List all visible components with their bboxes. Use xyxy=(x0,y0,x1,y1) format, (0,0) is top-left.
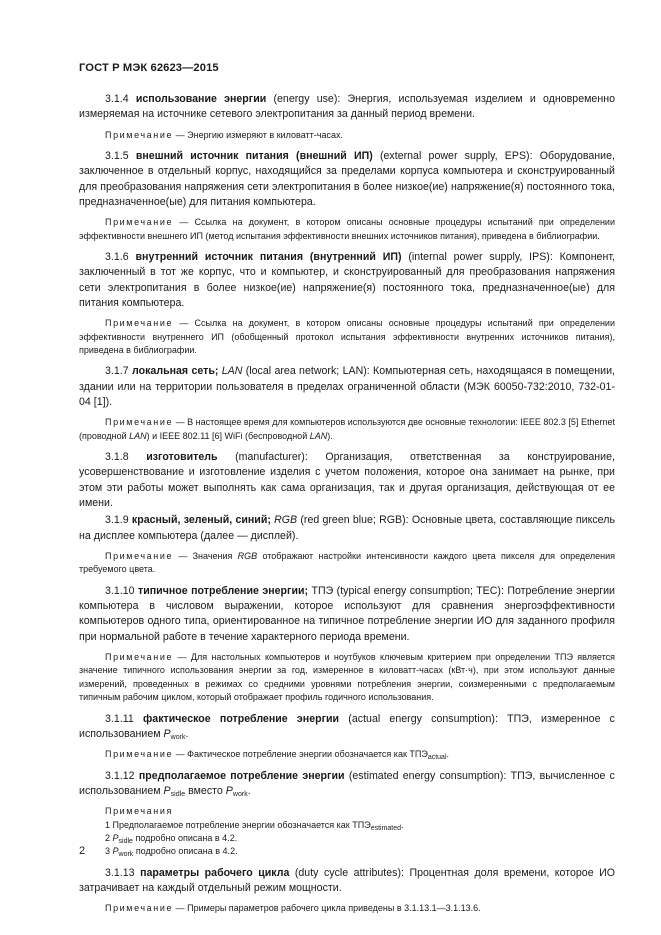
term: локальная сеть; xyxy=(131,365,219,378)
note-3-1-6 xyxy=(79,317,615,357)
symbol-subscript: work xyxy=(170,733,186,741)
note-number: 2 xyxy=(105,832,113,843)
definition-text: . xyxy=(247,784,251,797)
note-3-1-13 xyxy=(79,902,615,915)
note-text: подробно описана в 4.2. xyxy=(133,846,238,857)
note-text: подробно описана в 4.2. xyxy=(132,832,238,843)
symbol: P xyxy=(112,846,119,857)
definition-text: (external power supply, EPS): Оборудование, заключенное в отдельный корпус, находящийся за пределами корпуса компьютера и сконструированный для преобразования напряжения сети электропитания в более низкое(ие) напряжение(я) постоянного тока, предназначенное(ые) для питания компьютера. xyxy=(79,150,615,208)
definition-3-1-13 xyxy=(79,866,615,897)
term-abbreviation: LAN xyxy=(221,365,243,378)
definition-text: ТПЭ (typical energy consumption; TEC): Потребление энергии компьютера в числовом выражении, которое используют для сравнения энергоэффективности компьютеров одного типа, ориентированное на типичное потребление энергии ИО для заданного профиля при нормальной работе в течение характерного периода времени. xyxy=(79,584,615,643)
symbol: P xyxy=(163,727,171,740)
definition-text: (duty cycle attributes): Процентная доля времени, которое ИО затрачивает на каждый отдельный режим мощности. xyxy=(79,866,615,895)
note-number: 3 xyxy=(105,846,113,857)
clause-number: 3.1.10 xyxy=(105,584,135,597)
definition-3-1-9 xyxy=(79,513,615,544)
note-label: Примечание xyxy=(105,749,174,760)
symbol-subscript: sidle xyxy=(170,790,186,798)
symbol-subscript: actual xyxy=(427,754,447,762)
note-3-1-9 xyxy=(79,550,615,577)
notes-heading xyxy=(79,805,615,818)
clause-number: 3.1.6 xyxy=(105,251,129,263)
note-text: Для настольных компьютеров и ноутбуков ключевым критерием при определении ТПЭ является значение типичного использования энергии за год, измеренное в киловатт-часах (кВт·ч), при этом используют данные измерений, проведенных в режимах со средними уровнями потребления энергии, соизмеренными с предполагаемым типичным рабочим циклом, который отображает профиль годичного использования. xyxy=(79,651,615,703)
note-text: ) и IEEE 802.11 [6] WiFi (беспроводной xyxy=(146,430,310,441)
symbol-subscript: work xyxy=(118,851,134,859)
definition-text: (manufacturer): Организация, ответственная за конструирование, усовершенствование и изготовление изделия с учетом положения, которое она занимает на рынке, при этом эти работы может выполнять как сама организация, так и другая организация, действующая от ее имени. xyxy=(79,451,615,509)
term: внутренний источник питания (внутренний ИП) xyxy=(135,251,402,263)
clause-number: 3.1.8 xyxy=(105,451,129,464)
note-italic: RGB xyxy=(237,550,258,561)
term-abbreviation: RGB xyxy=(274,514,298,527)
definition-3-1-11 xyxy=(79,712,615,743)
note-dash: — xyxy=(175,129,185,140)
note-text: В настоящее время для компьютеров используются две основные технологии: IEEE 802.3 [5] Ethernet (проводной xyxy=(79,417,615,441)
notes-label: Примечания xyxy=(105,806,173,817)
note-text: ). xyxy=(327,430,333,441)
definition-3-1-4 xyxy=(79,92,615,123)
note-italic: LAN xyxy=(129,430,147,441)
note-item xyxy=(79,819,615,832)
term: параметры рабочего цикла xyxy=(140,866,290,879)
definition-text: (red green blue; RGB): Основные цвета, составляющие пиксель на дисплее компьютера (далее — дисплей). xyxy=(79,514,615,542)
symbol-subscript: estimated xyxy=(370,824,402,832)
note-text: отображают настройки интенсивности каждого цвета пикселя для определения требуемого цвета. xyxy=(79,550,615,575)
page-number: 2 xyxy=(79,845,86,857)
note-dash: — xyxy=(177,651,187,662)
term: красный, зеленый, синий; xyxy=(131,514,271,527)
definition-text: (estimated energy consumption): ТПЭ, вычисленное с использованием xyxy=(79,769,616,797)
definition-3-1-5 xyxy=(79,149,615,210)
definition-text: (actual energy consumption): ТПЭ, измеренное с использованием xyxy=(79,712,615,740)
clause-number: 3.1.5 xyxy=(105,150,129,162)
note-label: Примечание xyxy=(105,651,174,662)
note-text: Значения xyxy=(192,550,238,561)
note-text: Фактическое потребление энергии обозначается как ТПЭ xyxy=(187,749,428,760)
definition-text: . xyxy=(185,727,189,740)
note-dash: — xyxy=(179,318,189,329)
note-3-1-7 xyxy=(79,416,615,443)
term: фактическое потребление энергии xyxy=(143,712,340,725)
clause-number: 3.1.9 xyxy=(105,514,129,527)
definition-3-1-6 xyxy=(79,250,615,311)
note-label: Примечание xyxy=(105,217,174,228)
term: типичное потребление энергии; xyxy=(138,584,309,597)
term: использование энергии xyxy=(135,93,267,105)
note-dash: — xyxy=(175,749,185,760)
definition-text: (local area network; LAN): Компьютерная сеть, находящаяся в помещении, здании или на территории пользователя в пределах ограниченной области (МЭК 60050-732:2010, 732-01-04 [1]). xyxy=(79,365,615,408)
note-label: Примечание xyxy=(105,318,174,329)
document-body xyxy=(79,92,615,923)
note-dash: — xyxy=(175,417,185,428)
definition-text: вместо xyxy=(185,784,226,797)
note-text: Ссылка на документ, в котором описаны основные процедуры испытаний при определении эффективности внутреннего ИП (обобщенный протокол испытания эффективности внутренних источников питания), приведена в библиографии. xyxy=(79,318,615,355)
note-dash: — xyxy=(179,217,189,228)
clause-number: 3.1.4 xyxy=(105,93,129,105)
symbol: P xyxy=(163,784,171,797)
note-label: Примечание xyxy=(105,550,174,561)
note-label: Примечание xyxy=(105,903,174,914)
note-text: . xyxy=(446,749,450,760)
term: изготовитель xyxy=(146,451,218,464)
symbol-subscript: work xyxy=(232,790,248,798)
note-italic: LAN xyxy=(309,430,328,441)
clause-number: 3.1.7 xyxy=(105,365,129,378)
term: внешний источник питания (внешний ИП) xyxy=(135,150,373,162)
note-item xyxy=(79,845,615,858)
definition-3-1-7 xyxy=(79,364,615,410)
note-text: Энергию измеряют в киловатт-часах. xyxy=(187,129,343,140)
definition-text: (energy use): Энергия, используемая изделием и одновременно измеряемая на источнике сетевого электропитания за данный период времени. xyxy=(79,93,615,121)
note-text: Примеры параметров рабочего цикла приведены в 3.1.13.1—3.1.13.6. xyxy=(187,903,481,914)
definition-3-1-12 xyxy=(79,769,615,800)
note-label: Примечание xyxy=(105,417,174,428)
note-label: Примечание xyxy=(105,129,174,140)
term: предполагаемое потребление энергии xyxy=(138,769,345,782)
note-3-1-11 xyxy=(79,748,615,761)
note-text: 1 Предполагаемое потребление энергии обозначается как ТПЭ xyxy=(105,819,371,830)
clause-number: 3.1.12 xyxy=(105,769,135,782)
clause-number: 3.1.11 xyxy=(105,712,134,725)
notes-3-1-12 xyxy=(79,805,615,859)
note-3-1-5 xyxy=(79,216,615,243)
symbol: P xyxy=(225,784,233,797)
note-text: Ссылка на документ, в котором описаны основные процедуры испытаний при определении эффективности внешнего ИП (метод испытания эффективности внешних источников питания), приведена в библиографии. xyxy=(79,217,615,241)
definition-3-1-10 xyxy=(79,584,615,645)
note-item xyxy=(79,832,615,845)
standard-header: ГОСТ Р МЭК 62623—2015 xyxy=(79,62,219,74)
symbol-subscript: sidle xyxy=(118,837,133,845)
symbol: P xyxy=(112,832,119,843)
note-text: . xyxy=(401,819,404,830)
note-3-1-10 xyxy=(79,651,615,705)
note-3-1-4 xyxy=(79,129,615,142)
definition-text: (internal power supply, IPS): Компонент, заключенный в тот же корпус, что и компьютер, и сконструированный для преобразования напряжения сети электропитания в более низкое(ие) напряжение(я) постоянного тока, предназначенное(ые) для питания компьютера. xyxy=(79,251,616,309)
clause-number: 3.1.13 xyxy=(105,866,135,879)
note-dash: — xyxy=(178,550,188,561)
note-dash: — xyxy=(175,903,185,914)
definition-3-1-8 xyxy=(79,450,615,511)
